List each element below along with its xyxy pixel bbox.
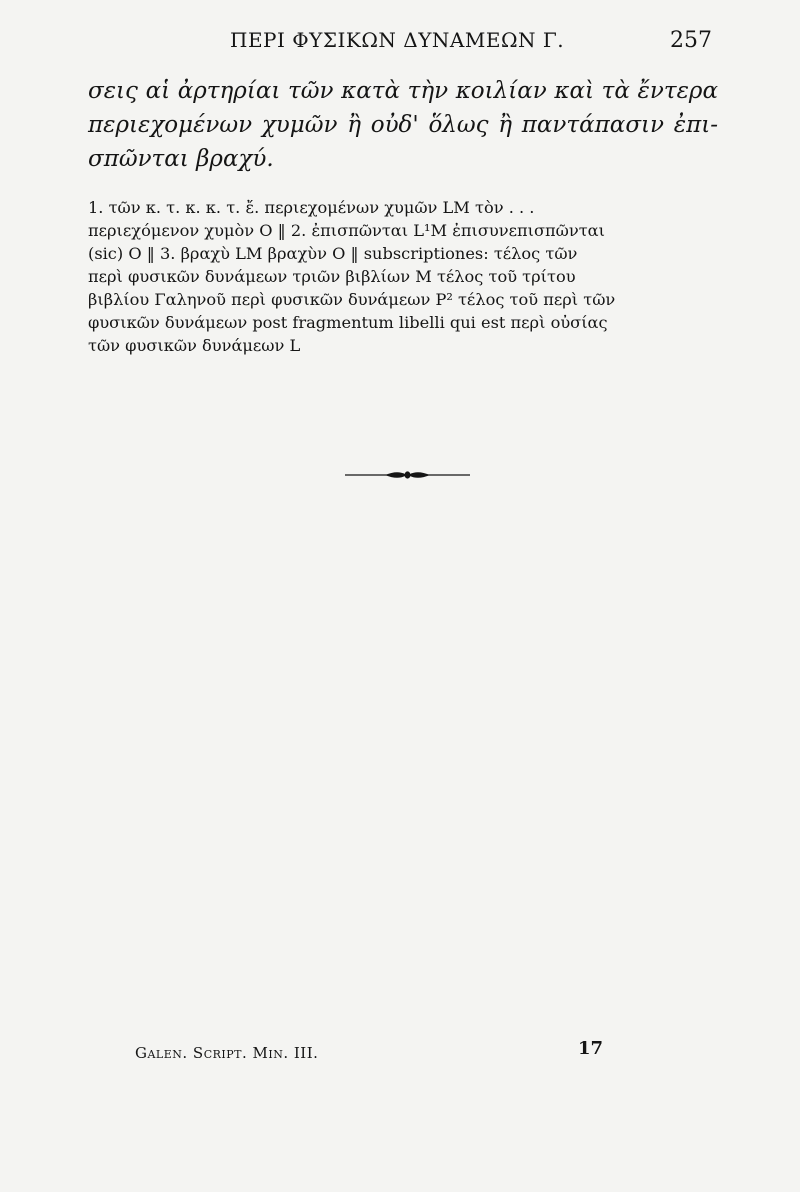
main-text-paragraph: σεις αἱ ἀρτηρίαι τῶν κατὰ τὴν κοιλίαν καὶ τὰ ἔντερα περιεχομένων χυμῶν ἢ οὐδ' ὅλως ἢ παντάπασιν ἐπι-σπῶνται βραχύ. — [88, 78, 718, 172]
apparatus-line: βιβλίου Γαληνοῦ περὶ φυσικῶν δυνάμεων P² τέλος τοῦ περὶ τῶν — [88, 290, 616, 309]
apparatus-line: φυσικῶν δυνάμεων post fragmentum libelli qui est περὶ οὐσίας — [88, 313, 608, 332]
printers-rule-ornament-icon — [345, 466, 470, 484]
page-number: 257 — [670, 28, 712, 53]
signature-number: 17 — [578, 1038, 604, 1059]
running-title: ΠΕΡΙ ΦΥΣΙΚΩΝ ΔΥΝΑΜΕΩΝ Γ. — [230, 28, 565, 52]
critical-apparatus — [88, 196, 720, 357]
apparatus-line: 1. τῶν κ. τ. κ. κ. τ. ἔ. περιεχομένων χυμῶν LM τὸν . . . — [88, 198, 535, 217]
apparatus-line: τῶν φυσικῶν δυνάμεων L — [88, 336, 301, 355]
apparatus-line: (sic) O ‖ 3. βραχὺ LM βραχὺν O ‖ subscriptiones: τέλος τῶν — [88, 244, 578, 263]
signature-mark: Galen. Script. Min. III. — [135, 1044, 319, 1062]
apparatus-line: περιεχόμενον χυμὸν O ‖ 2. ἐπισπῶνται L¹M ἐπισυνεπισπῶνται — [88, 221, 605, 240]
apparatus-line: περὶ φυσικῶν δυνάμεων τριῶν βιβλίων M τέλος τοῦ τρίτου — [88, 267, 576, 286]
